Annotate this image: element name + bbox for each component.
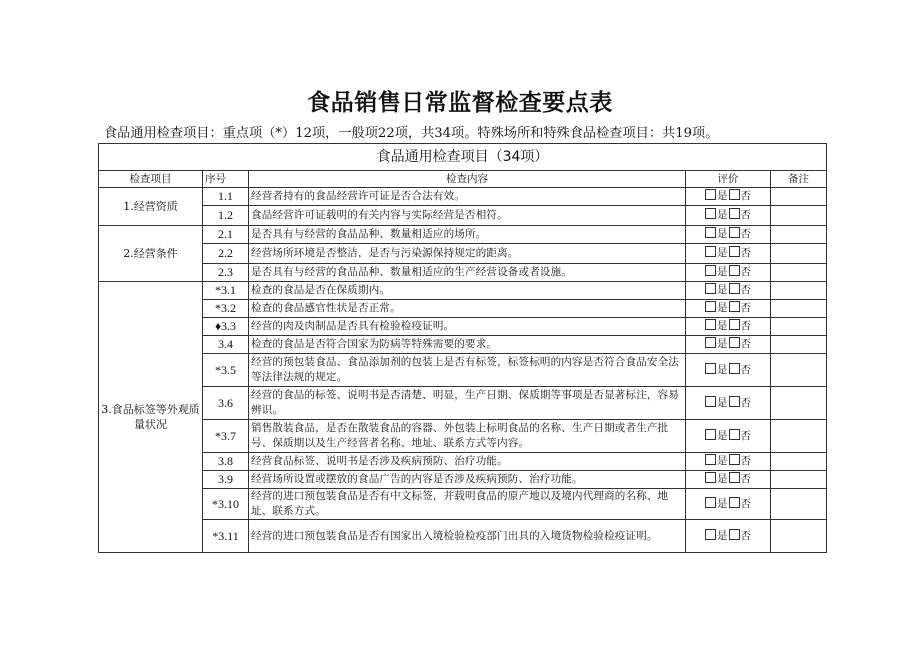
row-number: *3.11 [203,520,249,553]
yes-checkbox[interactable] [705,497,716,508]
evaluation-cell [686,282,771,300]
note-cell[interactable] [771,387,827,420]
row-number: *3.10 [203,489,249,520]
table-row [99,244,827,264]
no-checkbox[interactable] [729,319,740,330]
row-number: *3.5 [203,354,249,387]
table-row [99,354,827,387]
table-row [99,188,827,206]
row-number: 3.9 [203,471,249,489]
evaluation-cell [686,489,771,520]
row-content: 经营的进口预包装食品是否有中文标签，并载明食品的原产地以及境内代理商的名称、地址、联系方式。 [249,489,686,520]
no-label: 否 [740,302,751,314]
note-cell[interactable] [771,318,827,336]
yes-checkbox[interactable] [705,208,716,219]
yes-checkbox[interactable] [705,189,716,200]
row-content: 经营的预包装食品、食品添加剂的包装上是否有标签，标签标明的内容是否符合食品安全法等法律法规的规定。 [249,354,686,387]
row-number: *3.1 [203,282,249,300]
no-checkbox[interactable] [729,396,740,407]
no-checkbox[interactable] [729,529,740,540]
note-cell[interactable] [771,489,827,520]
yes-checkbox[interactable] [705,283,716,294]
table-row [99,420,827,453]
note-cell[interactable] [771,206,827,226]
table-row [99,453,827,471]
note-cell[interactable] [771,244,827,264]
row-content: 是否具有与经营的食品品种、数量相适应的场所。 [249,226,686,244]
yes-checkbox[interactable] [705,337,716,348]
yes-label: 是 [717,190,728,202]
row-number: 3.8 [203,453,249,471]
table-row [99,318,827,336]
header-note: 备注 [771,171,827,188]
yes-label: 是 [717,455,728,467]
no-label: 否 [740,284,751,296]
yes-label: 是 [717,497,728,510]
yes-label: 是 [717,266,728,278]
no-checkbox[interactable] [729,227,740,238]
note-cell[interactable] [771,453,827,471]
no-label: 否 [740,190,751,202]
no-label: 否 [740,529,751,542]
section-title: 食品通用检查项目（34项） [99,144,827,171]
group-name: 2.经营条件 [99,226,203,282]
evaluation-cell [686,520,771,553]
table-row [99,520,827,553]
yes-checkbox[interactable] [705,429,716,440]
yes-checkbox[interactable] [705,227,716,238]
no-checkbox[interactable] [729,363,740,374]
no-checkbox[interactable] [729,265,740,276]
evaluation-cell [686,264,771,282]
table-row [99,226,827,244]
evaluation-cell [686,453,771,471]
row-content: 经营的食品的标签、说明书是否清楚、明显，生产日期、保质期等事项是否显著标注，容易辨识。 [249,387,686,420]
no-label: 否 [740,209,751,221]
yes-checkbox[interactable] [705,319,716,330]
row-content: 检查的食品是否符合国家为防病等特殊需要的要求。 [249,336,686,354]
table-row [99,282,827,300]
no-label: 否 [740,396,751,409]
header-content: 检查内容 [249,171,686,188]
note-cell[interactable] [771,520,827,553]
yes-label: 是 [717,338,728,350]
row-content: 经营场所设置或摆放的食品广告的内容是否涉及疾病预防、治疗功能。 [249,471,686,489]
yes-checkbox[interactable] [705,454,716,465]
yes-label: 是 [717,302,728,314]
yes-checkbox[interactable] [705,301,716,312]
evaluation-cell [686,226,771,244]
page-title: 食品销售日常监督检查要点表 [307,90,613,116]
no-label: 否 [740,320,751,332]
no-label: 否 [740,497,751,510]
evaluation-cell [686,471,771,489]
yes-label: 是 [717,363,728,376]
yes-label: 是 [717,228,728,240]
header-eval: 评价 [686,171,771,188]
no-label: 否 [740,228,751,240]
note-cell[interactable] [771,282,827,300]
note-cell[interactable] [771,264,827,282]
yes-checkbox[interactable] [705,363,716,374]
note-cell[interactable] [771,420,827,453]
row-content: 检查的食品是否在保质期内。 [249,282,686,300]
yes-label: 是 [717,320,728,332]
evaluation-cell [686,188,771,206]
evaluation-cell [686,318,771,336]
no-checkbox[interactable] [729,472,740,483]
no-checkbox[interactable] [729,301,740,312]
row-content: 检查的食品感官性状是否正常。 [249,300,686,318]
table-row [99,489,827,520]
yes-checkbox[interactable] [705,472,716,483]
no-label: 否 [740,338,751,350]
table-row [99,387,827,420]
row-content: 经营场所环境是否整洁，是否与污染源保持规定的距离。 [249,244,686,264]
yes-label: 是 [717,429,728,442]
row-content: 经营的肉及肉制品是否具有检验检疫证明。 [249,318,686,336]
yes-label: 是 [717,284,728,296]
inspection-table [98,143,827,553]
yes-checkbox[interactable] [705,246,716,257]
no-checkbox[interactable] [729,337,740,348]
note-cell[interactable] [771,300,827,318]
row-content: 经营者持有的食品经营许可证是否合法有效。 [249,188,686,206]
header-seq: 序号 [203,171,249,188]
no-checkbox[interactable] [729,283,740,294]
row-number: 1.2 [203,206,249,226]
no-checkbox[interactable] [729,189,740,200]
evaluation-cell [686,244,771,264]
group-name: 3.食品标签等外观质量状况 [99,282,203,553]
row-number: ♦3.3 [203,318,249,336]
no-checkbox[interactable] [729,454,740,465]
yes-label: 是 [717,529,728,542]
no-checkbox[interactable] [729,208,740,219]
no-label: 否 [740,429,751,442]
table-row [99,471,827,489]
no-label: 否 [740,247,751,259]
evaluation-cell [686,300,771,318]
evaluation-cell [686,206,771,226]
note-cell[interactable] [771,226,827,244]
yes-checkbox[interactable] [705,396,716,407]
summary-line: 食品通用检查项目：重点项（*）12项，一般项22项，共34项。特殊场所和特殊食品检查项目：共19项。 [104,126,719,141]
no-label: 否 [740,363,751,376]
row-number: *3.2 [203,300,249,318]
no-checkbox[interactable] [729,246,740,257]
table-row [99,206,827,226]
row-content: 食品经营许可证载明的有关内容与实际经营是否相符。 [249,206,686,226]
no-label: 否 [740,266,751,278]
yes-checkbox[interactable] [705,529,716,540]
table-row [99,264,827,282]
row-number: 3.4 [203,336,249,354]
row-number: 2.1 [203,226,249,244]
evaluation-cell [686,420,771,453]
table-row [99,336,827,354]
yes-label: 是 [717,209,728,221]
note-cell[interactable] [771,471,827,489]
no-checkbox[interactable] [729,429,740,440]
row-number: 2.2 [203,244,249,264]
row-number: 1.1 [203,188,249,206]
evaluation-cell [686,387,771,420]
row-number: 2.3 [203,264,249,282]
row-content: 经营食品标签、说明书是否涉及疾病预防、治疗功能。 [249,453,686,471]
row-content: 销售散装食品，是否在散装食品的容器、外包装上标明食品的名称、生产日期或者生产批号、保质期以及生产经营者名称、地址、联系方式等内容。 [249,420,686,453]
note-cell[interactable] [771,188,827,206]
note-cell[interactable] [771,336,827,354]
yes-checkbox[interactable] [705,265,716,276]
evaluation-cell [686,336,771,354]
row-number: 3.6 [203,387,249,420]
header-item: 检查项目 [99,171,203,188]
note-cell[interactable] [771,354,827,387]
row-content: 是否具有与经营的食品品种、数量相适应的生产经营设备或者设施。 [249,264,686,282]
yes-label: 是 [717,473,728,485]
no-label: 否 [740,473,751,485]
no-checkbox[interactable] [729,497,740,508]
group-name: 1.经营资质 [99,188,203,226]
no-label: 否 [740,455,751,467]
yes-label: 是 [717,396,728,409]
row-content: 经营的进口预包装食品是否有国家出入境检验检疫部门出具的入境货物检验检疫证明。 [249,520,686,553]
evaluation-cell [686,354,771,387]
table-row [99,300,827,318]
yes-label: 是 [717,247,728,259]
row-number: *3.7 [203,420,249,453]
